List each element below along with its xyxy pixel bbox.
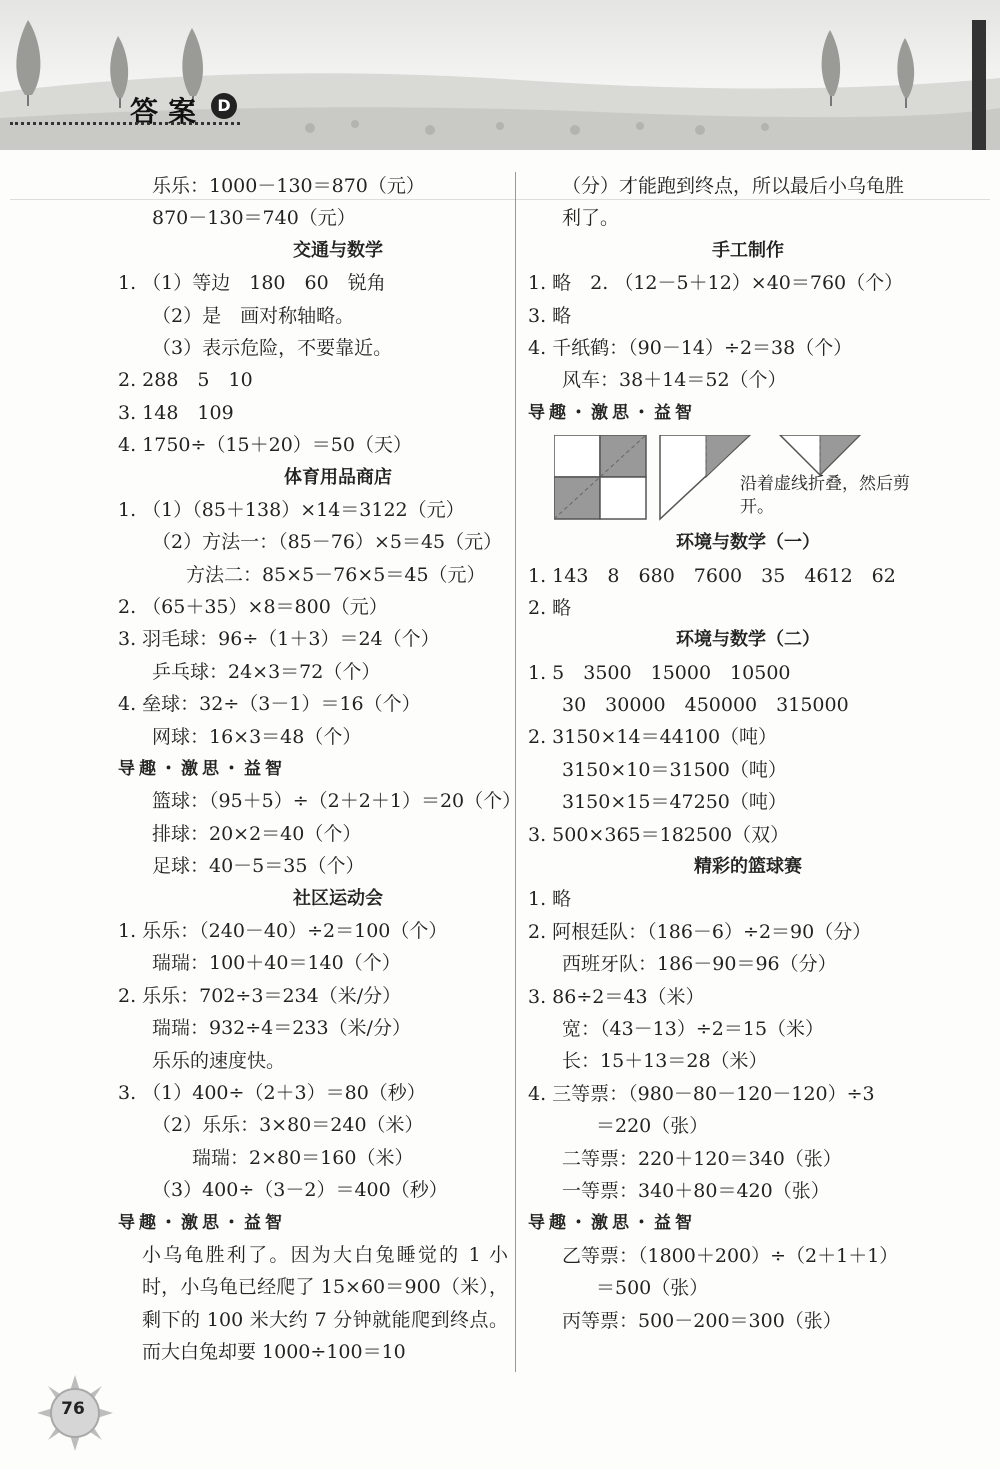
answer-line: 3. 略 bbox=[528, 304, 572, 327]
answer-line: 4. 千纸鹤：（90－14）÷2＝38（个） bbox=[528, 336, 853, 359]
folding-figure bbox=[528, 429, 948, 527]
answer-line: 排球：20×2＝40（个） bbox=[152, 822, 362, 845]
answer-line: 3150×10＝31500（吨） bbox=[562, 758, 787, 781]
answer-line: 1. 143 8 680 7600 35 4612 62 bbox=[528, 564, 896, 587]
answer-line: 2. 略 bbox=[528, 596, 572, 619]
answer-line: 4. 1750÷（15＋20）＝50（天） bbox=[118, 434, 412, 457]
answer-line: 2. 3150×14＝44100（吨） bbox=[528, 726, 778, 749]
answer-line: ＝220（张） bbox=[596, 1115, 709, 1138]
right-column bbox=[528, 170, 948, 1337]
answer-line: 3. 500×365＝182500（双） bbox=[528, 823, 790, 846]
answer-line: 网球：16×3＝48（个） bbox=[152, 725, 362, 748]
answer-line: 1. 5 3500 15000 10500 bbox=[528, 661, 791, 684]
answer-line: 长：15＋13＝28（米） bbox=[562, 1050, 768, 1073]
left-column bbox=[118, 170, 522, 1369]
answer-line: 3. （1）400÷（2＋3）＝80（秒） bbox=[118, 1081, 426, 1104]
section-heading: 社区运动会 bbox=[293, 887, 383, 909]
answer-line: 瑞瑞：100＋40＝140（个） bbox=[152, 952, 401, 975]
answer-line: 1. 略 2. （12－5＋12）×40＝760（个） bbox=[528, 272, 904, 295]
sub-section-label: 导趣・激思・益智 bbox=[528, 402, 696, 423]
answer-line: 二等票：220＋120＝340（张） bbox=[562, 1147, 842, 1170]
page-number: 76 bbox=[61, 1399, 85, 1419]
answer-line: 乒乓球：24×3＝72（个） bbox=[152, 660, 381, 683]
answer-line: 3. 86÷2＝43（米） bbox=[528, 985, 705, 1008]
answer-line: 4. 三等票：（980－80－120－120）÷3 bbox=[528, 1082, 875, 1105]
answer-line: 瑞瑞：2×80＝160（米） bbox=[192, 1146, 414, 1169]
section-heading: 手工制作 bbox=[712, 239, 784, 261]
section-heading: 体育用品商店 bbox=[284, 466, 392, 488]
answer-line: 利了。 bbox=[562, 207, 620, 230]
answer-line: 宽：（43－13）÷2＝15（米） bbox=[562, 1017, 825, 1040]
answer-line: （2）方法一：（85－76）×5＝45（元） bbox=[152, 531, 503, 554]
answer-line: 30 30000 450000 315000 bbox=[562, 694, 849, 717]
answer-paragraph: 小乌龟胜利了。因为大白兔睡觉的 1 小时，小乌龟已经爬了 15×60＝900（米），剩下的 100 米大约 7 分钟就能爬到终点。而大白兔却要 1000÷100＝10 bbox=[142, 1243, 508, 1364]
answer-line: 870－130＝740（元） bbox=[152, 207, 356, 230]
answer-line: （2）是 画对称轴略。 bbox=[152, 304, 355, 327]
answer-line: （3）400÷（3－2）＝400（秒） bbox=[152, 1179, 448, 1202]
answer-line: 2. 288 5 10 bbox=[118, 369, 253, 392]
answer-line: 瑞瑞：932÷4＝233（米/分） bbox=[152, 1017, 411, 1040]
column-divider bbox=[515, 172, 516, 1372]
answer-line: 乐乐：1000－130＝870（元） bbox=[152, 175, 425, 197]
dotted-divider bbox=[10, 122, 240, 125]
answer-line: 方法二：85×5－76×5＝45（元） bbox=[186, 563, 486, 586]
header-banner bbox=[0, 0, 1000, 150]
answer-line: 3. 羽毛球：96÷（1＋3）＝24（个） bbox=[118, 628, 440, 651]
answer-line: 乙等票：（1800＋200）÷（2＋1＋1） bbox=[562, 1244, 899, 1267]
answer-line: 1. （1）等边 180 60 锐角 bbox=[118, 272, 386, 295]
answer-line: 2. 乐乐：702÷3＝234（米/分） bbox=[118, 984, 402, 1007]
answer-line: （2）乐乐：3×80＝240（米） bbox=[152, 1114, 424, 1137]
sub-section-label: 导趣・激思・益智 bbox=[118, 759, 286, 780]
answer-line: ＝500（张） bbox=[596, 1277, 709, 1300]
answer-line: 3150×15＝47250（吨） bbox=[562, 791, 787, 814]
sub-section-label: 导趣・激思・益智 bbox=[528, 1213, 696, 1234]
section-heading: 环境与数学（一） bbox=[676, 532, 820, 554]
answer-line: 2. （65＋35）×8＝800（元） bbox=[118, 596, 388, 619]
answer-line: 1. 乐乐：（240－40）÷2＝100（个） bbox=[118, 919, 448, 942]
section-heading: 精彩的篮球赛 bbox=[694, 856, 802, 878]
answer-line: 2. 阿根廷队：（186－6）÷2＝90（分） bbox=[528, 920, 872, 943]
answer-line: 1. （1）（85＋138）×14＝3122（元） bbox=[118, 498, 465, 521]
answer-line: 篮球：（95＋5）÷（2＋2＋1）＝20（个） bbox=[152, 790, 522, 813]
answer-line: 西班牙队：186－90＝96（分） bbox=[562, 953, 837, 976]
answer-line: 足球：40－5＝35（个） bbox=[152, 855, 365, 878]
answer-line: （分）才能跑到终点，所以最后小乌龟胜 bbox=[562, 175, 905, 197]
answer-line: 1. 略 bbox=[528, 888, 572, 911]
answer-title: 答案 bbox=[130, 95, 207, 128]
answer-line: 3. 148 109 bbox=[118, 401, 234, 424]
figure-caption: 沿着虚线折叠，然后剪开。 bbox=[740, 474, 910, 518]
answer-line: 丙等票：500－200＝300（张） bbox=[562, 1309, 842, 1332]
sub-section-label: 导趣・激思・益智 bbox=[118, 1212, 286, 1233]
answer-line: 风车：38＋14＝52（个） bbox=[562, 369, 787, 392]
answer-line: 一等票：340＋80＝420（张） bbox=[562, 1179, 830, 1202]
answer-badge: D bbox=[211, 93, 237, 119]
section-heading: 交通与数学 bbox=[293, 239, 383, 261]
answer-line: 乐乐的速度快。 bbox=[152, 1049, 286, 1072]
section-heading: 环境与数学（二） bbox=[676, 629, 820, 651]
answer-line: 4. 垒球：32÷（3－1）＝16（个） bbox=[118, 693, 421, 716]
answer-line: （3）表示危险，不要靠近。 bbox=[152, 336, 393, 359]
